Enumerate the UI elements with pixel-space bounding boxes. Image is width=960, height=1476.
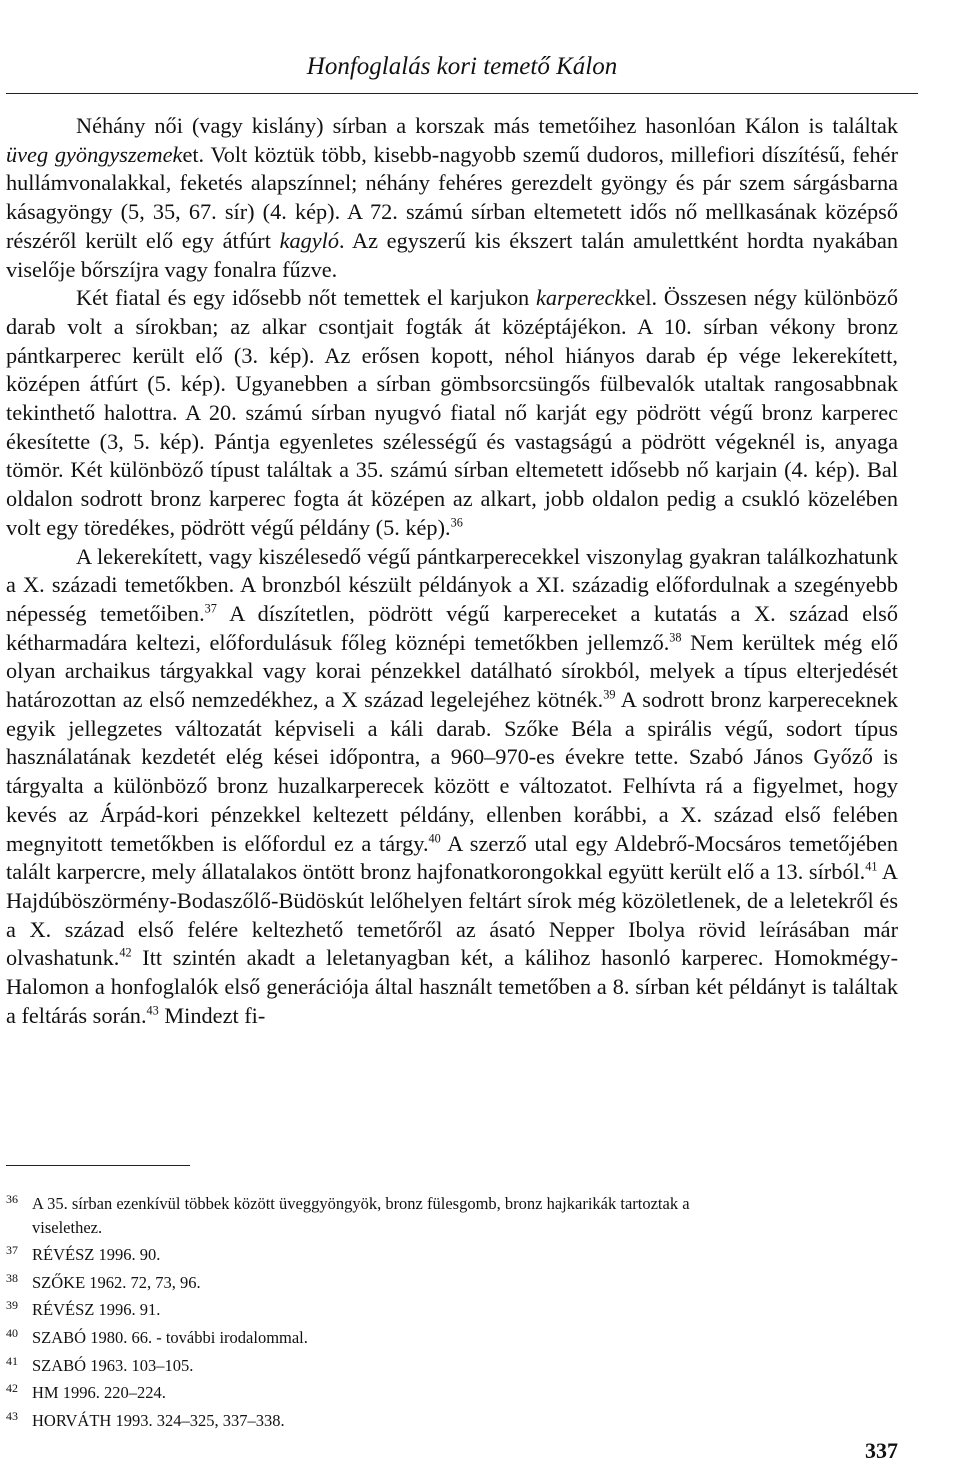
paragraph-3 [6, 543, 898, 1031]
footnote-text: SZŐKE 1962. 72, 73, 96. [32, 1272, 201, 1292]
footnote-ref: 36 [450, 515, 463, 530]
footnote-number: 43 [6, 1408, 18, 1423]
footnote-ref: 37 [204, 601, 217, 616]
text-run: Itt szintén akadt a leletanyagban két, a kálihoz hasonló karperec. Homokmégy-Halomon a honfoglalók első generációja által használt temetőben a 8. sírban két példányt is találtak a feltárás során. [6, 945, 898, 1028]
footnote-42 [6, 1377, 898, 1405]
footnote-number: 39 [6, 1298, 18, 1313]
footnote-number: 40 [6, 1325, 18, 1340]
italic-term: üveg gyöngyszemek [6, 141, 183, 167]
footnote-37 [6, 1239, 898, 1267]
header-divider [6, 93, 918, 94]
footnote-text: HM 1996. 220–224. [32, 1383, 166, 1403]
paragraph-1 [6, 112, 898, 284]
text-run: Mindezt fi- [158, 1002, 266, 1028]
text-run: et. Volt köztük több, kisebb-nagyobb szemű dudoros, millefiori díszítésű, fehér hullámvonalakkal, feketés alapszínnel; néhány fehéres gerezdelt gyöngy és pár szem sárgásbarna kásagyöngy (5, 35, 67. sír) (4. kép). A 72. számú sírban eltemetett idős nő mellkasának középső részéről került elő egy átfúrt [6, 141, 898, 253]
footnote-ref: 43 [146, 1003, 159, 1018]
footnote-number: 37 [6, 1243, 18, 1258]
body-text [6, 112, 898, 1031]
text-run: A díszítetlen, pödrött végű karpereceket a kutatás a X. század első kétharmadára keltezi, előfordulásuk főleg köznépi temetőkben jellemző. [6, 600, 899, 655]
footnote-40 [6, 1322, 898, 1350]
running-header: Honfoglalás kori temető Kálon [306, 53, 618, 80]
text-run: Néhány női (vagy kislány) sírban a korszak más temetőihez hasonlóan Kálon is találtak [76, 113, 898, 138]
text-run: A Hajdúböszörmény-Bodaszőlő-Büdöskút lelőhelyen feltárt sírok még közöletlenek, de a leletekről és a X. század első felére keltezhető temetőről az ásató Nepper Ibolya rövid leírásában már olvashatunk. [6, 859, 899, 971]
footnote-text: RÉVÉSZ 1996. 91. [32, 1300, 161, 1320]
footnote-43 [6, 1405, 898, 1433]
text-run: Nem kerültek még elő olyan archaikus tárgyakkal vagy korai pénzekkel datálható sírokból, melyek a típus elterjedését határozottan az első nemzedékhez, a X század legelejéhez kötnék. [6, 629, 898, 713]
footnote-38 [6, 1267, 898, 1295]
footnote-number: 36 [6, 1192, 18, 1206]
footnote-36 [6, 1188, 898, 1216]
italic-term: kagyló [279, 227, 340, 253]
text-run: . Az egyszerű kis ékszert talán amulettként hordta nyakában viselője bőrszíjra vagy fonalra fűzve. [6, 227, 898, 282]
footnote-text: A 35. sírban ezenkívül többek között üveggyöngyök, bronz fülesgomb, bronz hajkarikák tartoztak a [32, 1194, 690, 1213]
text-run: kel. Összesen négy különböző darab volt a sírokban; az alkar csontjait fogták át középtájékon. A 10. sírban vékony bronz pántkarperec került elő (3. kép). Az erősen kopott, néhol hiányos darab ép vége lekerekített, középen átfúrt (5. kép). Ugyanebben a sírban gömbsorcsüngős fülbevalók utaltak rangosabbnak tekinthető halottra. A 20. számú sírban nyugvó fiatal nő karját egy pödrött végű bronz karperec ékesítette (3, 5. kép). Pántja egyenletes szélességű és vastagságú a pödrött végeknél is, anyaga tömör. Két különböző típust találtak a 35. számú sírban eltemetett idősebb nő karjain (4. kép). Bal oldalon sodrott bronz karperec fogta át középen az alkart, jobb oldalon pedig a csukló közelében volt egy töredékes, pödrött végű példány (5. kép). [6, 285, 898, 540]
footnote-text: HORVÁTH 1993. 324–325, 337–338. [32, 1410, 285, 1430]
footnote-ref: 41 [865, 859, 878, 874]
footnote-text: SZABÓ 1963. 103–105. [32, 1355, 194, 1375]
footnote-ref: 42 [119, 945, 132, 960]
footnote-39 [6, 1294, 898, 1322]
footnote-text: SZABÓ 1980. 66. - további irodalommal. [32, 1327, 308, 1347]
footnote-number: 42 [6, 1381, 18, 1396]
footnote-divider [6, 1165, 190, 1166]
text-run: A sodrott bronz karpereceknek egyik jellegzetes változatát képviseli a káli darab. Szőke Béla a spirális végű, sodort típus használatának kezdetét elég kései időpontra, a 960–970-es évekre tette. Szabó János Győző is tárgyalta a különböző bronz huzalkarperecek között e változatot. Felhívta rá a figyelmet, hogy kevés az Árpád-kori pénzekkel keltezett példány, ellenben korábbi, a X. század első felében megnyitott temetőkben is előfordul ez a tárgy. [6, 687, 898, 856]
page-number: 337 [865, 1438, 898, 1463]
text-run: Két fiatal és egy idősebb nőt temettek el karjukon [76, 285, 536, 311]
footnote-text: RÉVÉSZ 1996. 90. [32, 1245, 161, 1265]
footnote-number: 41 [6, 1353, 18, 1368]
text-run: A lekerekített, vagy kiszélesedő végű pántkarperecekkel viszonylag gyakran találkozhatunk a X. századi temetőkben. A bronzból készült példányok a XI. századig előfordulnak a szegényebb népesség temetőiben. [6, 543, 898, 626]
footnotes [6, 1188, 898, 1432]
paragraph-2 [6, 284, 898, 542]
footnote-36-continuation: viselethez. [32, 1217, 103, 1237]
footnote-41 [6, 1350, 898, 1378]
text-run: A szerző utal egy Aldebrő-Mocsáros temetőjében talált karpercre, mely állatalakos öntött bronz hajfonatkorongokkal együtt került elő a 13. sírból. [6, 830, 898, 885]
italic-term: karpereck [536, 285, 625, 311]
footnote-ref: 40 [428, 831, 441, 846]
footnote-number: 38 [6, 1270, 18, 1285]
footnote-ref: 38 [669, 630, 682, 645]
footnote-ref: 39 [603, 687, 616, 702]
